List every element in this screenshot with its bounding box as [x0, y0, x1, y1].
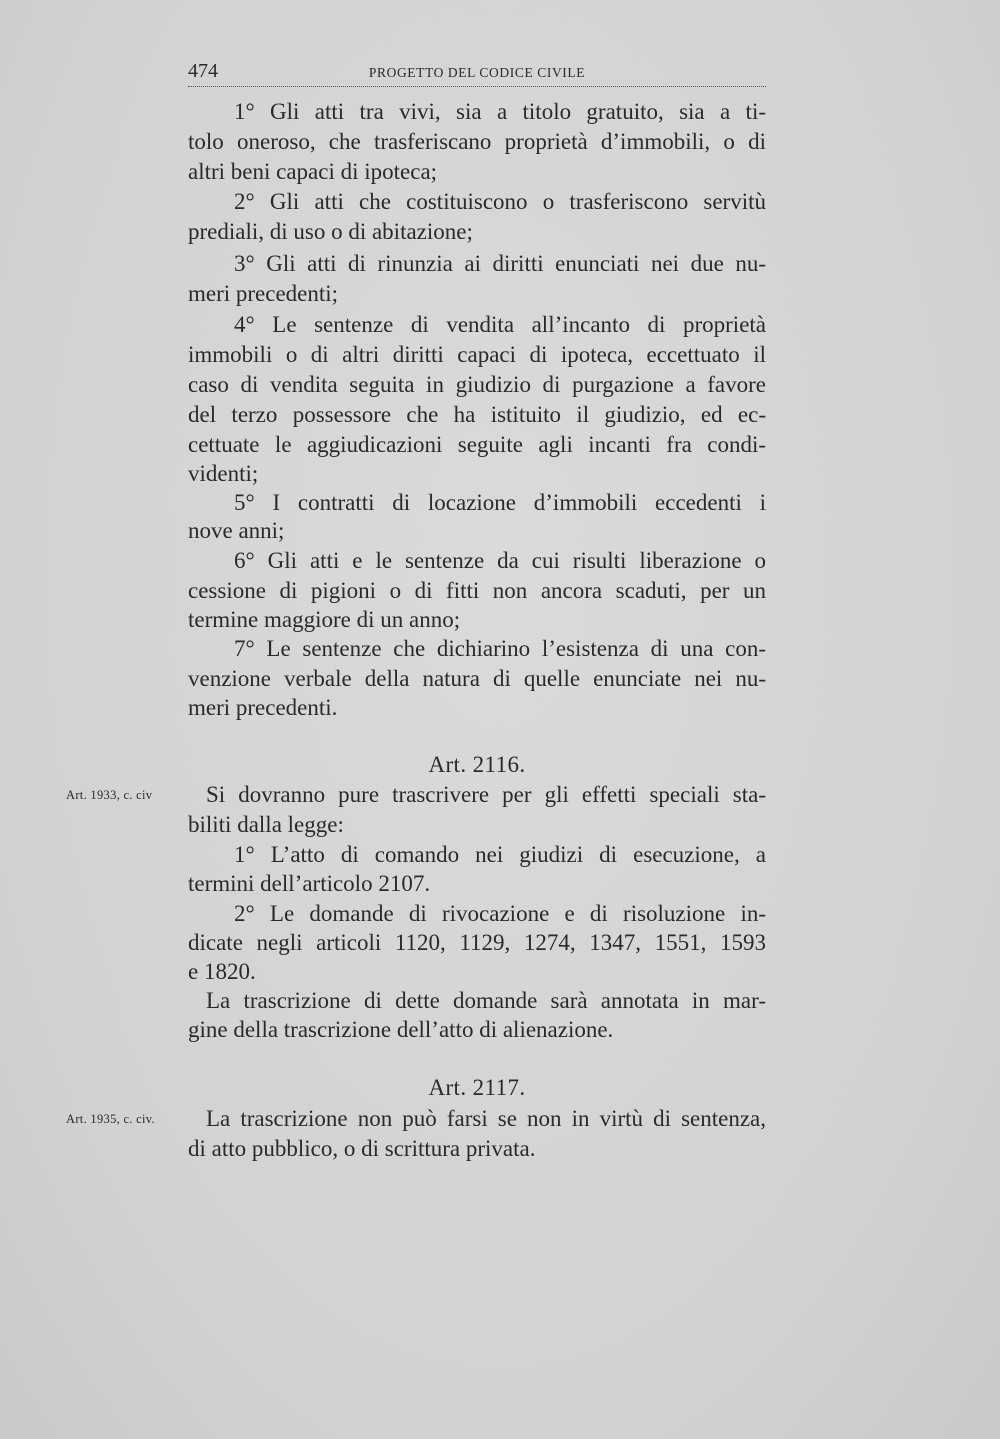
list-item-7-line-2: venzione verbale della natura di quelle enunciate nei nu-: [188, 666, 766, 691]
article-2116-line-1: Si dovranno pure trascrivere per gli effetti speciali sta-: [206, 782, 766, 807]
article-2116-line-9: gine della trascrizione dell’atto di alienazione.: [188, 1017, 614, 1042]
list-item-5-line-2: nove anni;: [188, 518, 285, 543]
list-item-1-line-1: 1° Gli atti tra vivi, sia a titolo gratuito, sia a ti-: [234, 99, 766, 124]
article-2116-line-6: dicate negli articoli 1120, 1129, 1274, 1347, 1551, 1593: [188, 930, 766, 955]
list-item-6-line-1: 6° Gli atti e le sentenze da cui risulti liberazione o: [234, 548, 766, 573]
article-2117-title: Art. 2117.: [428, 1075, 526, 1100]
article-2117-line-1: La trascrizione non può farsi se non in virtù di sentenza,: [206, 1106, 766, 1131]
page-number: 474: [188, 60, 218, 82]
list-item-7-line-3: meri precedenti.: [188, 695, 338, 720]
article-2117-side-note: Art. 1935, c. civ.: [66, 1112, 155, 1126]
article-2116-line-5: 2° Le domande di rivocazione e di risoluzione in-: [234, 901, 766, 926]
list-item-3-line-1: 3° Gli atti di rinunzia ai diritti enunciati nei due nu-: [234, 251, 766, 276]
page-header: [188, 58, 766, 84]
list-item-3-line-2: meri precedenti;: [188, 281, 339, 306]
list-item-1-line-3: altri beni capaci di ipoteca;: [188, 159, 438, 184]
list-item-6-line-2: cessione di pigioni o di fitti non ancora scaduti, per un: [188, 578, 766, 603]
list-item-1-line-2: tolo oneroso, che trasferiscano proprietà d’immobili, o di: [188, 129, 766, 154]
list-item-4-line-5: cettuate le aggiudicazioni seguite agli incanti fra condi-: [188, 432, 766, 457]
list-item-7-line-1: 7° Le sentenze che dichiarino l’esistenza di una con-: [234, 636, 766, 661]
list-item-4-line-6: videnti;: [188, 461, 259, 486]
list-item-2-line-1: 2° Gli atti che costituiscono o trasferiscono servitù: [234, 189, 766, 214]
article-2116-side-note: Art. 1933, c. civ: [66, 788, 153, 802]
list-item-4-line-1: 4° Le sentenze di vendita all’incanto di proprietà: [234, 312, 766, 337]
list-item-4-line-2: immobili o di altri diritti capaci di ipoteca, eccettuato il: [188, 342, 766, 367]
article-2117-line-2: di atto pubblico, o di scrittura privata.: [188, 1136, 536, 1161]
list-item-4-line-4: del terzo possessore che ha istituito il giudizio, ed ec-: [188, 402, 766, 427]
article-2116-line-3: 1° L’atto di comando nei giudizi di esecuzione, a: [234, 842, 766, 867]
article-2116-line-7: e 1820.: [188, 959, 256, 984]
list-item-4-line-3: caso di vendita seguita in giudizio di purgazione a favore: [188, 372, 766, 397]
article-2116-line-2: biliti dalla legge:: [188, 812, 344, 837]
article-2116-line-4: termini dell’articolo 2107.: [188, 871, 431, 896]
article-2116-title: Art. 2116.: [428, 752, 526, 777]
header-rule: [188, 86, 766, 87]
list-item-6-line-3: termine maggiore di un anno;: [188, 607, 461, 632]
list-item-5-line-1: 5° I contratti di locazione d’immobili eccedenti i: [234, 490, 766, 515]
running-title: PROGETTO DEL CODICE CIVILE: [368, 65, 586, 80]
list-item-2-line-2: prediali, di uso o di abitazione;: [188, 219, 473, 244]
article-2116-line-8: La trascrizione di dette domande sarà annotata in mar-: [206, 988, 766, 1013]
